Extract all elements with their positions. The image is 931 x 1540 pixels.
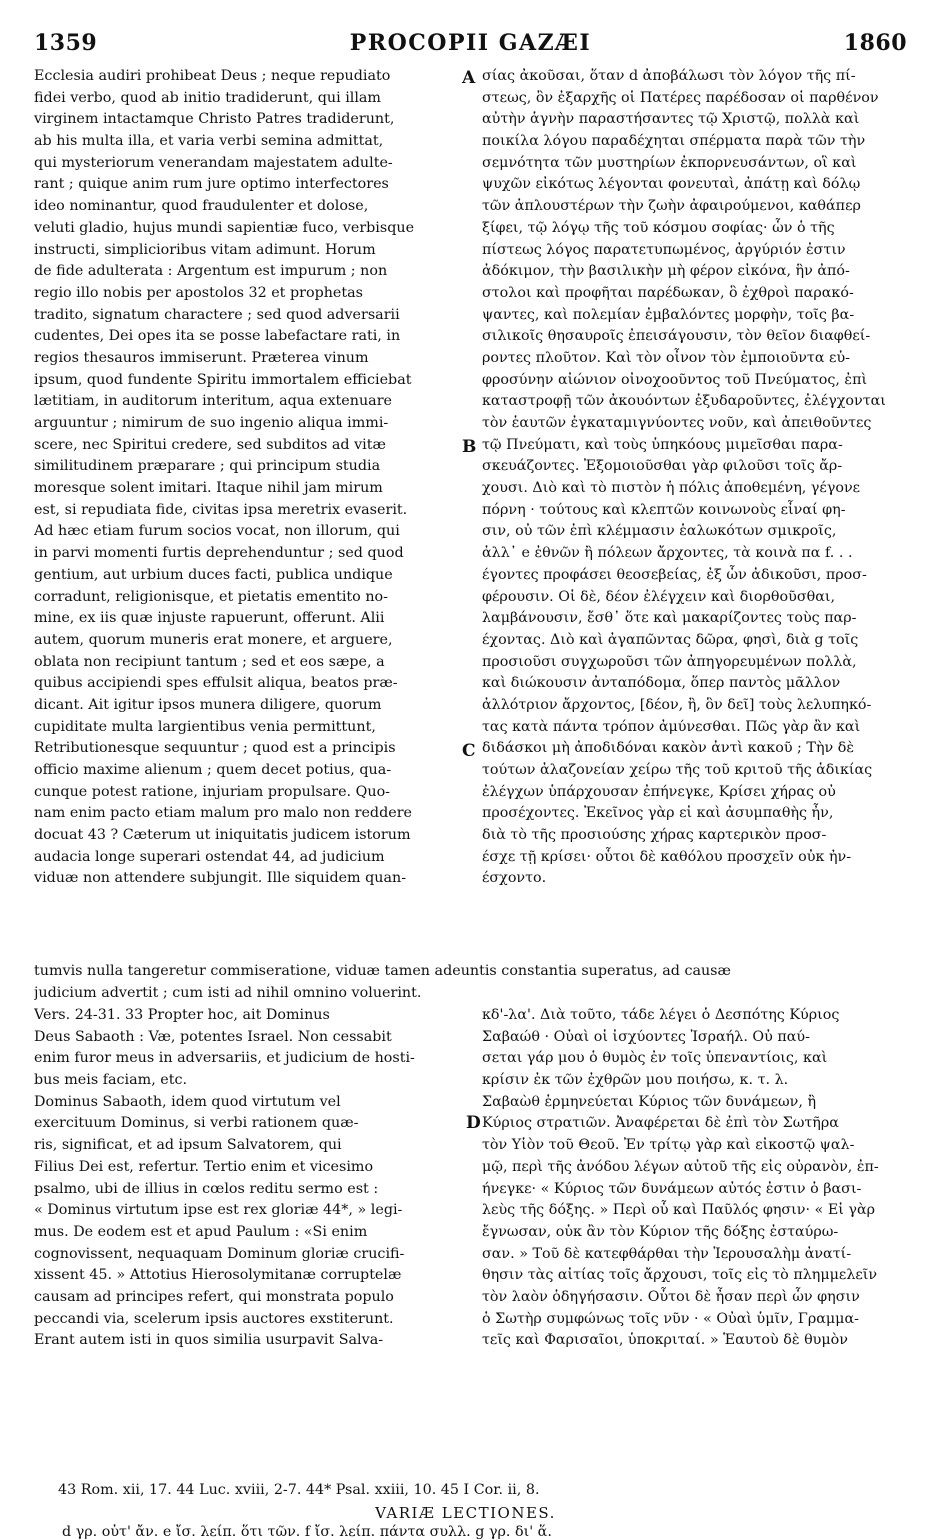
page-header — [34, 30, 907, 64]
greek-text-line: κδ'-λα'. Διὰ τοῦτο, τάδε λέγει ὁ Δεσπότης Κύριος — [482, 1007, 840, 1023]
greek-text-line: τῶν ἁπλουστέρων τὴν ζωὴν ἀφαιρούμενοι, καθάπερ — [482, 198, 861, 215]
latin-text-line: audacia longe superari ostendat 44, ad judicium — [34, 848, 385, 865]
latin-text-line: Erant autem isti in quos similia usurpavit Salva- — [34, 1332, 384, 1349]
greek-text-line: καταστροφῇ τῶν ἀκουόντων ἐξυδαροῦντες, ἐλέγχονται — [482, 393, 886, 410]
latin-column-top — [34, 66, 462, 890]
latin-text-line: ipsum, quod fundente Spiritu immortalem efficiebat — [34, 371, 412, 388]
latin-text-line: judicium advertit ; cum isti ad nihil omnino voluerint. — [34, 984, 422, 1001]
latin-text-line: de fide adulterata : Argentum est impurum ; non — [34, 263, 388, 280]
latin-text-line: cunque potest ratione, injuriam propulsare. Quo- — [34, 783, 391, 800]
section-marker-a: A — [462, 68, 476, 88]
greek-text-line: ήνεγκε· « Κύριος τῶν δυνάμεων αὐτός ἐστιν ὁ βασι- — [482, 1180, 862, 1197]
latin-text-line: veluti gladio, hujus mundi sapientiæ fuco, verbisque — [34, 219, 415, 236]
latin-text-line: bus meis faciam, etc. — [34, 1072, 188, 1089]
latin-text-line: arguuntur ; nimirum de suo ingenio aliqua immi- — [34, 415, 389, 431]
greek-text-line: τεῖς καὶ Φαρισαῖοι, ὑποκριταί. » Ἑαυτοὺ δὲ θυμὸν — [482, 1332, 848, 1349]
greek-text-line: πόρνη · τούτους καὶ κλεπτῶν κοινωνοὺς εἶναί φη- — [482, 501, 846, 518]
latin-text-line: qui mysteriorum venerandam majestatem adulte- — [34, 154, 393, 171]
latin-text-line: peccandi via, scelerum ipsis auctores exstiterunt. — [34, 1310, 394, 1327]
latin-column-bottom — [34, 1005, 462, 1352]
latin-text-line: autem, quorum muneris erat monere, et arguere, — [34, 631, 393, 648]
latin-text-line: moresque solent imitari. Itaque nihil jam mirum — [34, 480, 383, 497]
greek-text-line: προσέχοντες. Ἐκεῖνος γὰρ εἰ καὶ ἀσυμπαθὴς ἦν, — [482, 805, 834, 822]
greek-text-line: έσχοντο. — [482, 870, 547, 887]
latin-text-line: similitudinem præparare ; qui principum studia — [34, 458, 381, 475]
greek-column-top — [482, 66, 902, 890]
section-marker-b: B — [462, 437, 477, 457]
section-marker-d: D — [466, 1113, 481, 1133]
latin-text-line: virginem intactamque Christo Patres tradiderunt, — [34, 111, 395, 128]
greek-text-line: προσιοῦσι συγχωροῦσι τῶν ἀπηγορευμένων πολλὰ, — [482, 653, 857, 670]
greek-text-line: πίστεως λόγος παρατετυπωμένος, ἀργύριόν ἐστιν — [482, 241, 846, 258]
greek-text-line: ἀλλ᾽ e ἐθνῶν ἢ πόλεων ἄρχοντες, τὰ κοινὰ πα f. . . — [482, 545, 853, 562]
latin-text-line: Deus Sabaoth : Væ, potentes Israel. Non cessabit — [34, 1028, 392, 1045]
greek-text-line: ποικίλα λόγου παραδέχηται σπέρματα παρὰ τῶν τὴν — [482, 133, 866, 150]
greek-text-line: σιν, οὐ τῶν ἐπὶ κλέμμασιν ἑαλωκότων σμικροῖς, — [482, 523, 837, 540]
latin-text-line: dicant. Ait igitur ipsos munera diligere, quorum — [34, 696, 382, 713]
greek-text-line: ἔγνωσαν, οὐκ ἂν τὸν Κύριον τῆς δόξης ἐσταύρω- — [482, 1223, 839, 1240]
latin-text-line: xissent 45. » Attotius Hierosolymitanæ corruptelæ — [34, 1267, 402, 1284]
footnotes: 43 Rom. xii, 17. 44 Luc. xviii, 2-7. 44* Psal. xxiii, 10. 45 I Cor. ii, 8. — [58, 1482, 540, 1498]
variae-lectiones: d γρ. οὐτ' ἄν. e ἴσ. λείπ. ὅτι τῶν. f ἴσ. λείπ. πάντα συλλ. g γρ. δι' ἅ. — [62, 1524, 552, 1540]
greek-text-line: καὶ διώκουσιν ἀνταπόδομα, ὅπερ παντὸς μᾶλλον — [482, 675, 841, 692]
latin-text-line: enim furor meus in adversariis, et judicium de hosti- — [34, 1050, 415, 1067]
greek-text-line: ξίφει, τῷ λόγῳ τῆς τοῦ κόσμου σοφίας· ὧν ὁ τῆς — [482, 219, 835, 236]
greek-text-line: Σαβαώθ · Οὐαὶ οἱ ἰσχύοντες Ἰσραήλ. Οὐ παύ- — [482, 1028, 810, 1045]
latin-text-line: ideo nominantur, quod fraudulenter et dolose, — [34, 198, 369, 215]
greek-text-line: ἐλέγχων ὑπάρχουσαν ἐπήνεγκε, Κρίσει χήρας οὐ — [482, 783, 836, 800]
latin-text-line: tradito, signatum charactere ; sed quod adversarii — [34, 306, 400, 323]
latin-text-line: officio maxime alienum ; quem decet potius, qua- — [34, 762, 392, 778]
latin-text-line: cudentes, Dei opes ita se posse labefactare rati, in — [34, 328, 401, 345]
latin-text-line: in parvi momenti furtis deprehenduntur ; sed quod — [34, 545, 404, 562]
running-title: PROCOPII GAZÆI — [349, 30, 592, 56]
latin-text-line: fidei verbo, quod ab initio tradiderunt, qui illam — [34, 89, 381, 106]
left-column-number: 1359 — [34, 30, 98, 56]
latin-text-line: « Dominus virtutum ipse est rex gloriæ 44*, » legi- — [34, 1202, 403, 1219]
latin-text-line: Ad hæc etiam furum socios vocat, non illorum, qui — [34, 523, 400, 540]
latin-text-line: psalmo, ubi de illius in cœlos reditu sermo est : — [34, 1180, 379, 1197]
latin-text-line: scere, nec Spiritui credere, sed subditos ad vitæ — [34, 436, 386, 453]
greek-text-line: έγοντες προφάσει θεοσεβείας, ἐξ ὧν ἀδικοῦσι, προσ- — [482, 566, 867, 583]
latin-text-line: Dominus Sabaoth, idem quod virtutum vel — [34, 1093, 341, 1110]
greek-text-line: έχοντας. Διὸ καὶ ἀγαπῶντας δῶρα, φησὶ, διὰ g τοῖς — [482, 631, 859, 648]
greek-text-line: κρίσιν ἐκ τῶν ἐχθρῶν μου ποιήσω, κ. τ. λ. — [482, 1072, 789, 1089]
greek-text-line: τας κατὰ πάντα τρόπον ἀμύνεσθαι. Πῶς γὰρ ἂν καὶ — [482, 718, 861, 735]
greek-text-line: ἀλλότριον ἄρχοντος, [δέον, ἢ, ὃν δεῖ] τοὺς λελυπηκό- — [482, 696, 872, 713]
greek-text-line: διδάσκοι μὴ ἀποδιδόναι κακὸν ἀντὶ κακοῦ ; Τὴν δὲ — [482, 740, 855, 757]
latin-text-line: est, si repudiata fide, civitas ipsa meretrix evaserit. — [34, 501, 408, 518]
latin-text-line: Filius Dei est, refertur. Tertio enim et vicesimo — [34, 1158, 374, 1175]
latin-text-line: tumvis nulla tangeretur commiseratione, viduæ tamen adeuntis constantia superatus, ad causæ — [34, 963, 731, 979]
greek-text-line: έσχε τῇ κρίσει· οὗτοι δὲ καθόλου προσχεῖν οὐκ ἠν- — [482, 848, 852, 865]
latin-text-line: ris, significat, et ad ipsum Salvatorem, qui — [34, 1137, 342, 1154]
latin-text-line: oblata non recipiunt tantum ; sed et eos sæpe, a — [34, 653, 385, 670]
latin-text-line: Retributionesque sequuntur ; quod est a principis — [34, 740, 396, 757]
greek-text-line: σιλικοῖς θησαυροῖς ἐπεισάγουσιν, τὸν θεῖον διαφθεί- — [482, 328, 871, 345]
latin-text-line: mine, ex iis quæ injuste rapuerunt, offerunt. Alii — [34, 610, 385, 627]
latin-text-line: regios thesauros immiserunt. Præterea vinum — [34, 349, 369, 366]
greek-text-line: φέρουσιν. Οἱ δὲ, δέον ἐλέγχειν καὶ διορθοῦσθαι, — [482, 588, 836, 605]
greek-text-line: λαμβάνουσιν, ἔσθ᾽ ὅτε καὶ μακαρίζοντες τοὺς παρ- — [482, 610, 857, 627]
latin-text-line: viduæ non attendere subjungit. Ille siquidem quan- — [34, 870, 407, 887]
latin-text-line: exercituum Dominus, si verbi rationem quæ- — [34, 1115, 359, 1132]
greek-text-line: στολοι καὶ προφῆται παρέδωκαν, ὃ ἐχθροὶ παρακό- — [482, 284, 854, 301]
greek-text-line: Κύριος στρατιῶν. Ἀναφέρεται δὲ ἐπὶ τὸν Σωτῆρα — [482, 1115, 839, 1132]
latin-text-line: mus. De eodem est et apud Paulum : «Si enim — [34, 1223, 368, 1240]
latin-text-line: docuat 43 ? Cæterum ut iniquitatis judicem istorum — [34, 827, 411, 844]
greek-text-line: Σαβαὼθ ἑρμηνεύεται Κύριος τῶν δυνάμεων, ἢ — [482, 1093, 817, 1110]
latin-text-line: corradunt, religionisque, et pietatis ementito no- — [34, 588, 388, 605]
greek-text-line: μῷ, περὶ τῆς ἀνόδου λέγων αὐτοῦ τῆς εἰς οὐρανὸν, ἐπ- — [482, 1158, 879, 1175]
greek-text-line: θησιν τὰς αἰτίας τοῖς ἄρχουσι, τοῖς εἰς τὸ πλημμελεῖν — [482, 1267, 878, 1284]
greek-text-line: σεται γάρ μου ὁ θυμὸς ἐν τοῖς ὑπεναντίοις, καὶ — [482, 1050, 828, 1067]
full-width-latin-text — [34, 961, 902, 1004]
latin-text-line: ab his multa illa, et varia verbi semina admittat, — [34, 133, 384, 150]
greek-text-line: ψυχῶν εἰκότως λέγονται φονευταὶ, ἀπάτῃ καὶ δόλῳ — [482, 176, 861, 193]
section-marker-c: C — [462, 741, 476, 761]
greek-text-line: λεὺς τῆς δόξης. » Περὶ οὗ καὶ Παῦλός φησιν· « Εἰ γὰρ — [482, 1202, 876, 1219]
latin-text-line: lætitiam, in auditorum interitum, aqua extenuare — [34, 393, 393, 410]
latin-text-line: cognovissent, nequaquam Dominum gloriæ crucifi- — [34, 1245, 405, 1262]
greek-column-bottom — [482, 1005, 902, 1352]
latin-text-line: gentium, aut urbium duces facti, publica undique — [34, 566, 393, 583]
greek-text-line: τὸν Υἱὸν τοῦ Θεοῦ. Ἐν τρίτῳ γὰρ καὶ εἰκοστῷ ψαλ- — [482, 1137, 855, 1154]
greek-text-line: τὸν ἑαυτῶν ἐγκαταμιγνύοντες νοῦν, καὶ ἀπειθοῦντες — [482, 415, 872, 431]
latin-text-line: instructi, simplicioribus vitam adimunt. Horum — [34, 241, 376, 258]
greek-text-line: χουσι. Διὸ καὶ τὸ πιστὸν ἡ πόλις ἀποθεμένη, γέγονε — [482, 480, 861, 497]
greek-text-line: σεμνότητα τῶν μυστηρίων ἐκπορνευσάντων, οἳ καὶ — [482, 154, 857, 171]
latin-text-line: cupiditate multa largientibus venia permittunt, — [34, 718, 376, 735]
latin-text-line: quibus accipiendi spes effulsit aliqua, beatos præ- — [34, 675, 398, 692]
right-column-number: 1860 — [843, 30, 907, 56]
greek-text-line: σκευάζοντες. Ἐξομοιοῦσθαι γὰρ φιλοῦσι τοῖς ἄρ- — [482, 458, 843, 475]
latin-text-line: Ecclesia audiri prohibeat Deus ; neque repudiato — [34, 68, 391, 84]
greek-text-line: ροντες πλοῦτον. Καὶ τὸν οἶνον τὸν ἐμποιοῦντα εὐ- — [482, 349, 850, 366]
greek-text-line: σαν. » Τοῦ δὲ κατεφθάρθαι τὴν Ἱερουσαλὴμ ἀνατί- — [482, 1245, 852, 1262]
greek-text-line: ψαντες, καὶ πολεμίαν ἐμβαλόντες μορφὴν, τοῖς βα- — [482, 306, 855, 323]
latin-text-line: nam enim pacto etiam malum pro malo non reddere — [34, 805, 412, 822]
greek-text-line: φροσύνην αἰώνιον οἰνοχοοῦντος τοῦ Πνεύματος, ἐπὶ — [482, 371, 868, 388]
latin-text-line: rant ; quique anim rum jure optimo interfectores — [34, 176, 389, 193]
variae-lectiones-heading: VARIÆ LECTIONES. — [375, 1504, 556, 1522]
greek-text-line: αὐτὴν ἁγνὴν παραστήσαντες τῷ Χριστῷ, πολλὰ καὶ — [482, 111, 860, 128]
greek-text-line: ὁ Σωτὴρ συμφώνως τοῖς νῦν · « Οὐαὶ ὑμῖν, Γραμμα- — [482, 1310, 859, 1327]
greek-text-line: τὸν λαὸν ὁδηγήσασιν. Οὗτοι δὲ ἦσαν περὶ ὧν φησιν — [482, 1288, 860, 1305]
greek-text-line: τούτων ἀλαζονείαν χείρω τῆς τοῦ κριτοῦ τῆς ἀδικίας — [482, 762, 873, 778]
greek-text-line: διὰ τὸ τῆς προσιούσης χήρας καρτερικὸν προσ- — [482, 827, 827, 844]
greek-text-line: ἀδόκιμον, τὴν βασιλικὴν μὴ φέρον εἰκόνα, ἣν ἀπό- — [482, 263, 850, 280]
greek-text-line: στεως, ὃν ἐξαρχῆς οἱ Πατέρες παρέδοσαν οἱ παρθένον — [482, 89, 879, 106]
latin-text-line: causam ad principes refert, qui monstrata populo — [34, 1288, 394, 1305]
latin-text-line: Vers. 24-31. 33 Propter hoc, ait Dominus — [34, 1007, 330, 1023]
latin-text-line: regio illo nobis per apostolos 32 et prophetas — [34, 284, 363, 301]
greek-text-line: τῷ Πνεύματι, καὶ τοὺς ὑπηκόους μιμεῖσθαι παρα- — [482, 436, 843, 453]
greek-text-line: σίας ἀκοῦσαι, ὅταν d ἀποβάλωσι τὸν λόγον τῆς πί- — [482, 68, 856, 84]
